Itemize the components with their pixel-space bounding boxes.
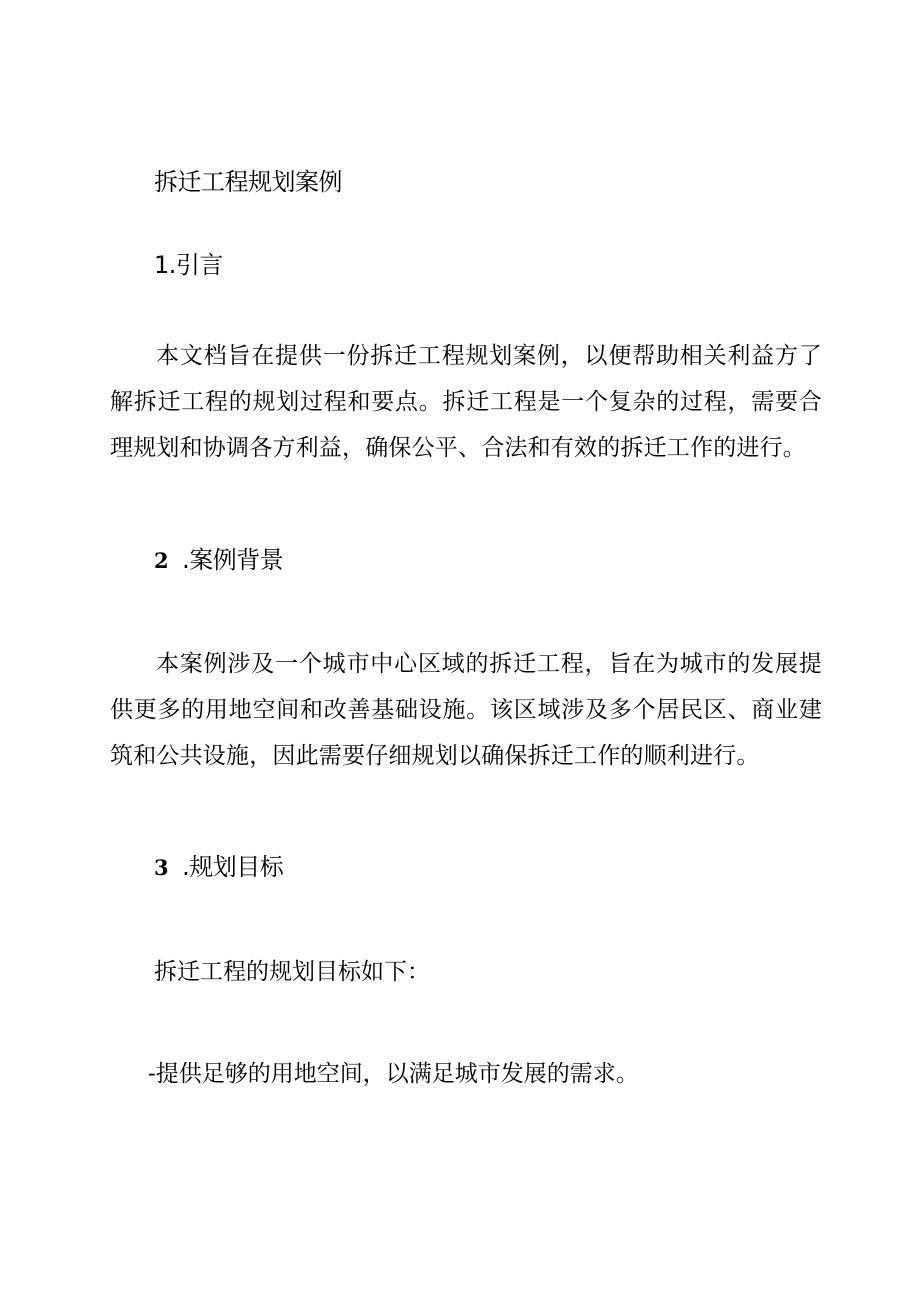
section-number: 3: [154, 855, 169, 880]
section-title: 引言: [175, 251, 223, 279]
section-title: .案例背景: [182, 546, 284, 574]
section-paragraph-background: 本案例涉及一个城市中心区域的拆迁工程，旨在为城市的发展提供更多的用地空间和改善基础设施。该区域涉及多个居民区、商业建筑和公共设施，因此需要仔细规划以确保拆迁工作的顺利进行。: [110, 651, 822, 769]
goals-intro: 拆迁工程的规划目标如下：: [154, 959, 430, 985]
document-title: 拆迁工程规划案例: [154, 168, 342, 196]
section-number: 1.: [154, 251, 176, 279]
section-paragraph-introduction: 本文档旨在提供一份拆迁工程规划案例，以便帮助相关利益方了解拆迁工程的规划过程和要点。拆迁工程是一个复杂的过程，需要合理规划和协调各方利益，确保公平、合法和有效的拆迁工作的进行。: [110, 343, 822, 461]
section-title: .规划目标: [182, 853, 284, 881]
section-heading-goals: [154, 852, 283, 883]
section-number: 2: [154, 548, 169, 573]
goals-bullet-item: -提供足够的用地空间，以满足城市发展的需求。: [148, 1061, 639, 1087]
section-heading-background: [154, 545, 283, 576]
section-heading-introduction: [154, 250, 223, 280]
